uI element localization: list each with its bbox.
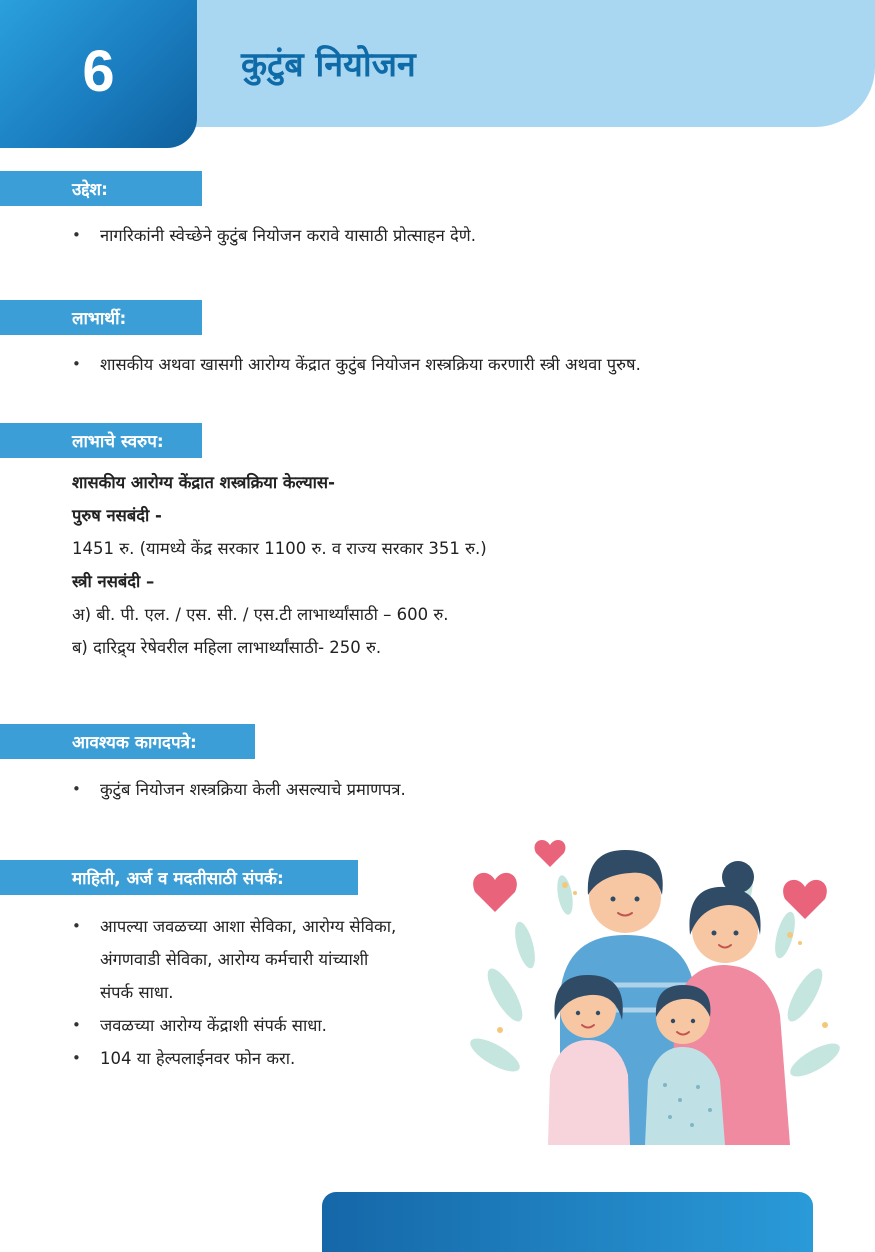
benefit-label: लाभाचे स्वरुप: bbox=[0, 423, 202, 458]
list-item bbox=[70, 910, 396, 1009]
objective-list bbox=[70, 219, 476, 252]
male-sterilization-title: पुरुष नसबंदी - bbox=[72, 506, 162, 525]
contact-line-3: संपर्क साधा. bbox=[100, 983, 174, 1002]
page-title: कुटुंब नियोजन bbox=[241, 45, 416, 85]
contact-line-1: आपल्या जवळच्या आशा सेविका, आरोग्य सेविका, bbox=[100, 917, 397, 936]
list-item: • जवळच्या आरोग्य केंद्राशी संपर्क साधा. bbox=[70, 1009, 396, 1042]
contact-list bbox=[70, 910, 396, 1075]
beneficiary-label: लाभार्थी: bbox=[0, 300, 202, 335]
benefit-heading: शासकीय आरोग्य केंद्रात शस्त्रक्रिया केल्यास- bbox=[72, 473, 335, 492]
chapter-number: 6 bbox=[82, 38, 115, 104]
documents-label: आवश्यक कागदपत्रे: bbox=[0, 724, 255, 759]
female-sterilization-apl: ब) दारिद्र्य रेषेवरील महिला लाभार्थ्यांसाठी- 250 रु. bbox=[72, 638, 382, 657]
list-item: • कुटुंब नियोजन शस्त्रक्रिया केली असल्याचे प्रमाणपत्र. bbox=[70, 773, 406, 806]
beneficiary-list bbox=[70, 348, 641, 381]
footer-bar bbox=[322, 1192, 813, 1252]
chapter-number-box bbox=[0, 0, 197, 148]
female-sterilization-title: स्त्री नसबंदी – bbox=[72, 572, 155, 591]
female-sterilization-bpl: अ) बी. पी. एल. / एस. सी. / एस.टी लाभार्थ्यांसाठी – 600 रु. bbox=[72, 605, 449, 624]
list-item: • 104 या हेल्पलाईनवर फोन करा. bbox=[70, 1042, 396, 1075]
male-sterilization-detail: 1451 रु. (यामध्ये केंद्र सरकार 1100 रु. व राज्य सरकार 351 रु.) bbox=[72, 539, 487, 558]
contact-line-2: अंगणवाडी सेविका, आरोग्य कर्मचारी यांच्याशी bbox=[100, 950, 369, 969]
contact-label: माहिती, अर्ज व मदतीसाठी संपर्क: bbox=[0, 860, 358, 895]
list-item: • शासकीय अथवा खासगी आरोग्य केंद्रात कुटुंब नियोजन शस्त्रक्रिया करणारी स्त्री अथवा पुरुष. bbox=[70, 348, 641, 381]
list-item: • नागरिकांनी स्वेच्छेने कुटुंब नियोजन करावे यासाठी प्रोत्साहन देणे. bbox=[70, 219, 476, 252]
family-illustration-icon bbox=[470, 825, 840, 1145]
documents-list bbox=[70, 773, 406, 806]
objective-label: उद्देश: bbox=[0, 171, 202, 206]
